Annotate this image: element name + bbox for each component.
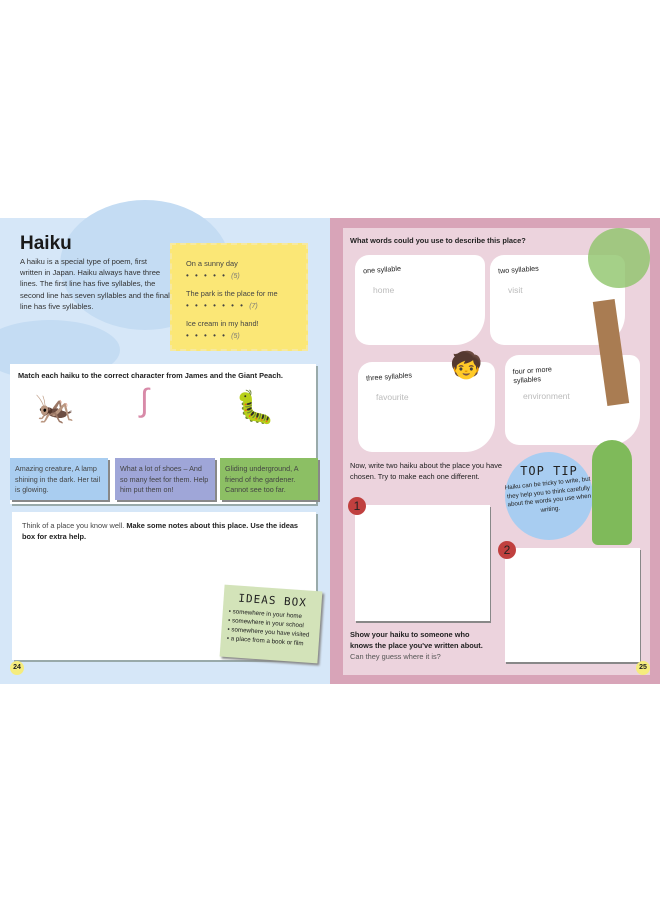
page-title: Haiku: [20, 233, 72, 254]
top-tip-text: Haiku can be tricky to write, but they help you to think carefully about the words you use when writing.: [504, 475, 592, 514]
syllable-dots: [186, 271, 292, 280]
number-badge: 1: [348, 497, 366, 515]
idea-item: • somewhere in your home: [228, 608, 303, 621]
haiku-card[interactable]: Gliding underground, A friend of the gardener. Cannot see too far.: [220, 458, 318, 500]
syllable-count: (7): [249, 303, 258, 310]
number-badge: 2: [498, 541, 516, 559]
share-question: Can they guess where it is?: [350, 652, 441, 661]
share-text-bold: Show your haiku to someone who knows the place you've written about.: [350, 630, 483, 650]
idea-text: somewhere in your school: [231, 617, 304, 630]
earthworm-illustration: ∫: [140, 382, 149, 418]
boot-label: two syllables: [497, 263, 540, 276]
top-tip-title: TOP TIP: [520, 464, 578, 478]
boot-example: home: [373, 285, 395, 295]
boot-label: one syllable: [362, 263, 402, 276]
ideas-box-title: IDEAS BOX: [237, 591, 308, 610]
example-line: Ice cream in my hand!: [186, 319, 259, 328]
boot-one-syllable[interactable]: [355, 255, 485, 345]
share-instruction: [350, 629, 490, 662]
example-line: On a sunny day: [186, 259, 238, 268]
notes-instruction: Think of a place you know well.: [22, 521, 125, 530]
boot-example: visit: [508, 285, 523, 295]
ideas-box: [220, 585, 323, 664]
haiku-write-box-2[interactable]: [505, 548, 640, 662]
idea-item: • somewhere you have visited: [227, 625, 310, 639]
intro-text: A haiku is a special type of poem, first written in Japan. Haiku always have three lines. The first line has five syllables, the second line has seven syllables and the final line has five syllables.: [20, 257, 170, 311]
grasshopper-illustration: 🦗: [35, 389, 75, 425]
idea-text: somewhere you have visited: [231, 626, 310, 639]
describe-question: What words could you use to describe this place?: [350, 236, 526, 245]
idea-text: somewhere in your home: [232, 608, 303, 621]
boot-example: favourite: [376, 392, 409, 402]
boot-label: four or more syllables: [512, 364, 553, 386]
centipede-illustration: 🐛: [235, 389, 275, 425]
james-illustration: 🧒: [450, 350, 483, 380]
syllable-count: (5): [231, 333, 240, 340]
idea-item: • somewhere in your school: [227, 617, 304, 630]
example-line: The park is the place for me: [186, 289, 278, 298]
notes-instruction-bold: Make some notes about this place. Use the ideas box for extra help.: [22, 521, 299, 541]
syllable-dots: [186, 331, 292, 340]
dots: • • • • •: [186, 331, 227, 340]
write-instruction: Now, write two haiku about the place you have chosen. Try to make each one different.: [350, 461, 503, 481]
haiku-write-box-1[interactable]: [355, 505, 490, 621]
example-haiku-note: [170, 243, 308, 351]
idea-item: • a place from a book or film: [226, 634, 304, 648]
boot-example: environment: [523, 391, 570, 401]
match-instruction: Match each haiku to the correct character from James and the Giant Peach.: [18, 371, 283, 380]
page-number: 25: [636, 661, 650, 675]
haiku-card[interactable]: What a lot of shoes – And so many feet for them. Help him put them on!: [115, 458, 215, 500]
grasshopper-illustration: [592, 440, 632, 545]
syllable-dots: [186, 301, 292, 310]
boot-label: three syllables: [365, 370, 413, 383]
dots: • • • • • • •: [186, 301, 245, 310]
haiku-card[interactable]: Amazing creature, A lamp shining in the dark. Her tail is glowing.: [10, 458, 108, 500]
idea-text: a place from a book or film: [230, 635, 304, 648]
page-number: 24: [10, 661, 24, 675]
syllable-count: (5): [231, 273, 240, 280]
top-tip-bubble: [505, 452, 593, 540]
tree-illustration: [588, 228, 650, 288]
dots: • • • • •: [186, 271, 227, 280]
